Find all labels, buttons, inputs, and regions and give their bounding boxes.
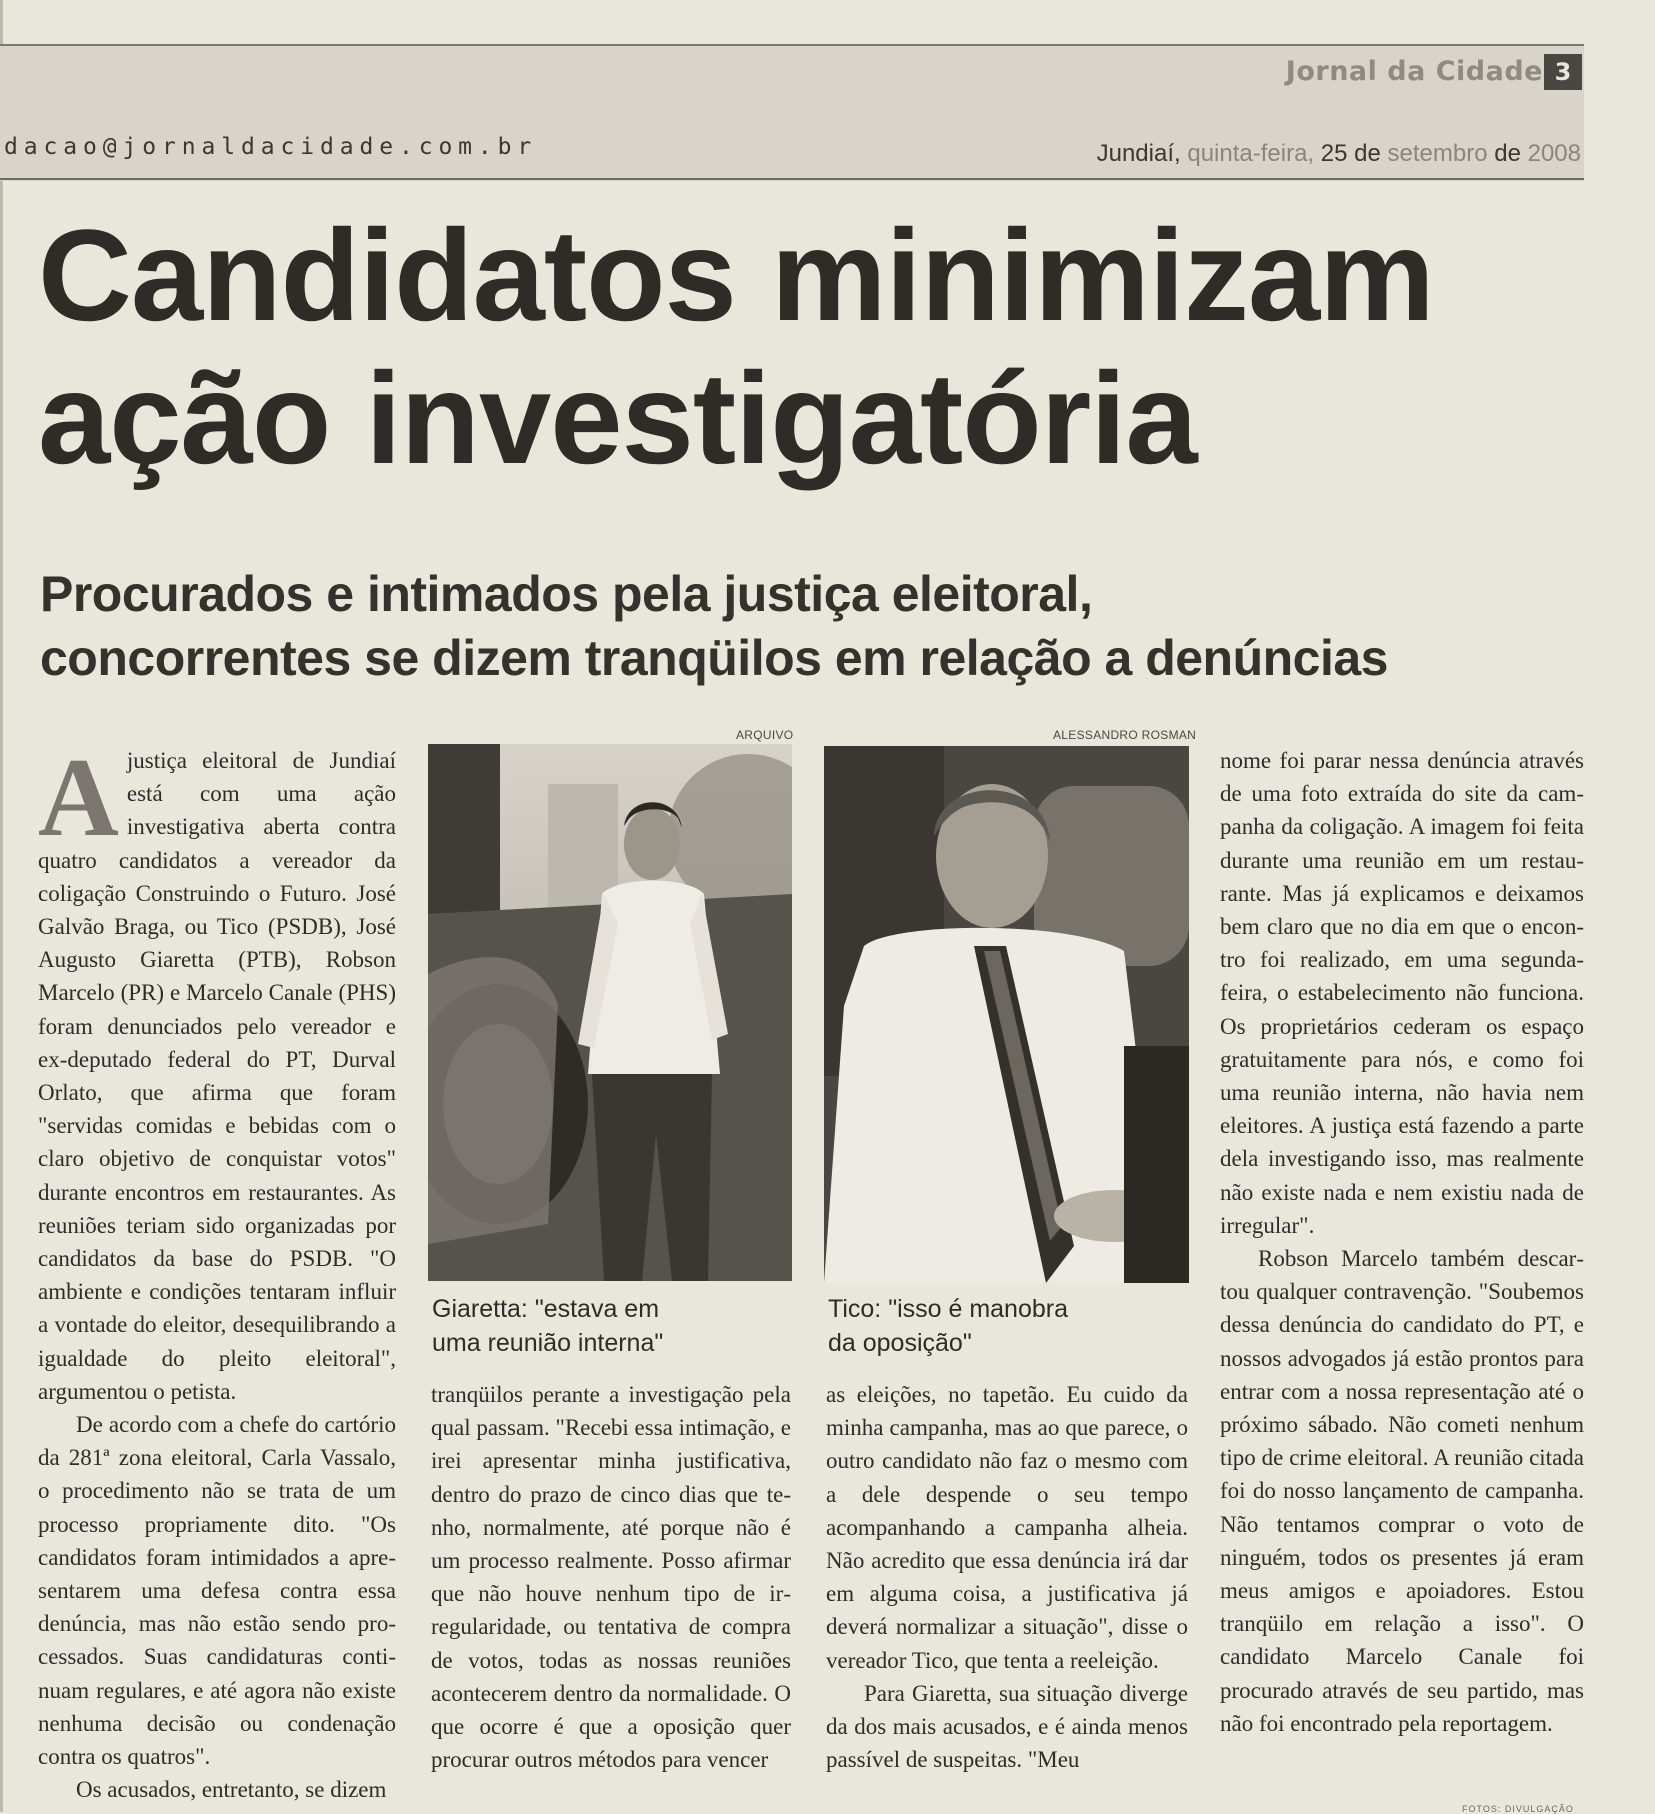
photo-caption (432, 1292, 663, 1360)
photo-credit: ALESSANDRO ROSMAN (1053, 728, 1197, 742)
photo-caption (828, 1292, 1068, 1360)
article-paragraph: Robson Marcelo também descartou qualquer contravenção. "Soubemos dessa denúncia do candidato do PT, e nossos advogados já estão prontos para entrar com a nossa representação até o próximo sábado. Não cometi nenhum tipo de crime eleitoral. A reunião citada foi do nosso lançamento de campanha. Não tentamos comprar o voto de ninguém, todos os presentes já eram meus amigos e apoiadores. Estou tranqüilo em relação a isso". O candidato Marcelo Canale foi procurado através de seu partido, mas não foi encontrado pela reportagem. (1220, 1246, 1584, 1736)
date-day: 25 (1320, 140, 1348, 167)
article-paragraph: as eleições, no tapetão. Eu cuido da minha campanha, mas ao que parece, o outro candidato não faz o mesmo com a dele despende o seu tempo acompanhando a campanha alheia. Não acredito que essa denúncia irá dar em alguma coisa, a justificativa já deverá normalizar a situação", disse o vereador Tico, que tenta a reeleição. (826, 1382, 1188, 1673)
article-paragraph (38, 736, 396, 1408)
photo-tico (824, 746, 1189, 1283)
caption-line: Tico: "isso é manobra (828, 1295, 1068, 1323)
photo-giaretta (428, 744, 792, 1281)
footer-photo-credit: FOTOS: DIVULGAÇÃO (1462, 1804, 1574, 1814)
page-number-badge: 3 (1544, 54, 1582, 90)
article-paragraph: tranqüilos perante a investigação pela qual passam. "Recebi essa intimação, e irei apresentar minha justificativa, dentro do prazo de cinco dias que tenho, normalmente, até porque não é um processo realmente. Posso afirmar que não houve nenhum tipo de irregularidade, ou tentativa de compra de votos, todas as nossas reuniões acontecerem dentro da normalidade. O que ocorre é que a oposição quer procurar outros métodos para vencer (431, 1382, 792, 1773)
article-paragraph: De acordo com a chefe do cartório da 281ª zona eleitoral, Carla Vassalo, o procedimento não se trata de um processo propriamente dito. "Os candidatos foram intimidados a apresentarem uma defesa contra essa denúncia, mas não estão sendo processados. Suas candidaturas continuam regulares, e até agora não existe nenhuma decisão ou condenação contra os quatros". (38, 1412, 396, 1770)
man-seated-image (824, 746, 1189, 1283)
header-rule (0, 178, 1584, 180)
article-paragraph: nome foi parar nessa denúncia através de uma foto extraída do site da campanha da coligação. A imagem foi feita durante uma reunião em um restaurante. Mas já explicamos e deixamos bem claro que no dia em que o encontro foi realizado, em uma segunda-feira, o estabelecimento não funciona. Os proprietários cederam os espaço gratuitamente para nós, e como foi uma reunião interna, não havia nem eleitores. A justiça está fazendo a parte dela investigando isso, mas realmente não existe nada e nem existiu nada de irregular". (1220, 748, 1584, 1238)
date-preposition: de (1354, 140, 1381, 167)
date-preposition: de (1494, 140, 1521, 167)
page-edge (0, 0, 3, 1812)
subheadline-line: Procurados e intimados pela justiça eleitoral, (40, 566, 1093, 622)
date-city: Jundiaí, (1096, 140, 1181, 167)
drop-cap: A (38, 736, 119, 860)
subheadline-line: concorrentes se dizem tranqüilos em relação a denúncias (40, 630, 1388, 686)
newspaper-name: Jornal da Cidade (1285, 56, 1543, 87)
headline-line: ação investigatória (38, 345, 1197, 491)
date-weekday: quinta-feira, (1187, 140, 1315, 167)
caption-line: da oposição" (828, 1329, 972, 1357)
photo-credit: ARQUIVO (736, 728, 794, 742)
subheadline (40, 562, 1388, 690)
paragraph-text: justiça eleitoral de Jundiaí está com uma ação investigativa aberta contra quatro candidatos a vereador da coligação Construindo o Futuro. José Galvão Braga, ou Tico (PSDB), José Augusto Giaretta (PTB), Robson Marcelo (PR) e Marcelo Canale (PHS) foram denunciados pelo vereador e ex-deputado federal do PT, Durval Orlato, que afirma que foram "servidas comidas e bebidas com o claro objetivo de conquistar votos" durante encontros em restaurantes. As reuniões teriam sido organizadas por candidatos da base do PSDB. "O ambiente e condições tentaram influir a vontade do eleitor, desequilibrando a igualdade do pleito eleitoral", argumentou o petista. (38, 748, 396, 1404)
article-column-4 (1220, 744, 1584, 1740)
headline (38, 204, 1434, 490)
article-paragraph: Os acusados, entretanto, se dizem (76, 1777, 387, 1803)
article-column-2 (431, 1378, 791, 1776)
article-paragraph: Para Giaretta, sua situação diverge da dos mais acusados, e é ainda menos passível de suspeitas. "Meu (826, 1680, 1188, 1773)
man-standing-image (428, 744, 792, 1281)
headline-line: Candidatos minimizam (38, 202, 1434, 348)
caption-line: Giaretta: "estava em (432, 1295, 660, 1323)
article-column-1 (38, 736, 396, 1807)
article-column-3 (826, 1378, 1188, 1776)
contact-email: dacao@jornaldacidade.com.br (4, 134, 538, 160)
date-year: 2008 (1527, 140, 1581, 167)
caption-line: uma reunião interna" (432, 1329, 664, 1357)
dateline (1097, 140, 1581, 168)
date-month: setembro (1387, 140, 1488, 167)
